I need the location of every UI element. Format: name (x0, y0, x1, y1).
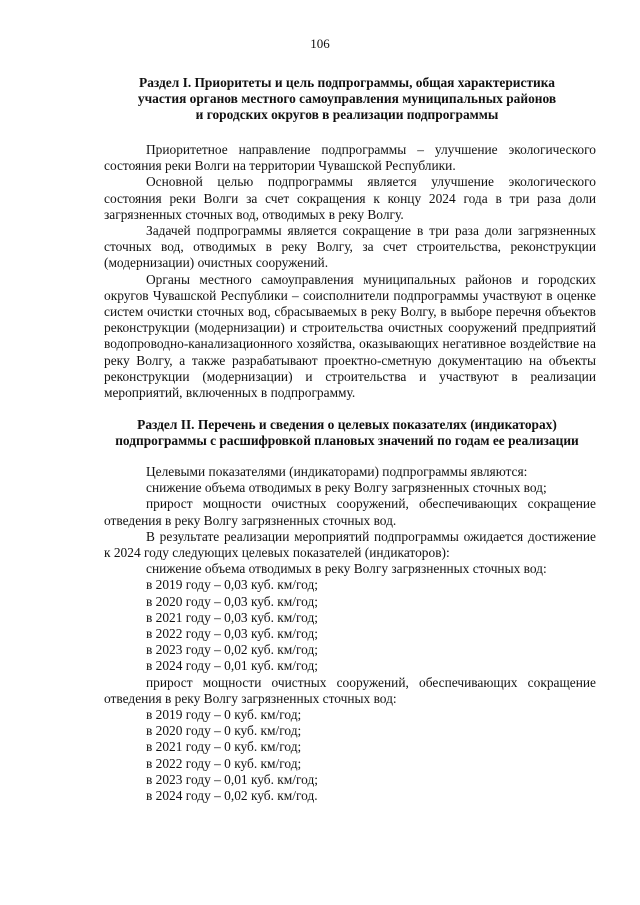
section2-title-line: подпрограммы с расшифровкой плановых значений по годам ее реализации (115, 433, 579, 448)
list1-item: в 2024 году – 0,01 куб. км/год; (146, 658, 318, 674)
list2-item: в 2022 году – 0 куб. км/год; (146, 755, 302, 771)
list2-item: в 2023 году – 0,01 куб. км/год; (146, 771, 318, 787)
list1-item: в 2022 году – 0,03 куб. км/год; (146, 626, 318, 642)
list2-item: в 2020 году – 0 куб. км/год; (146, 723, 302, 739)
list1-item: в 2020 году – 0,03 куб. км/год; (146, 593, 318, 609)
page-number: 106 (310, 36, 330, 51)
section1-title-line: участия органов местного самоуправления муниципальных районов (137, 91, 557, 106)
section2-title (96, 417, 598, 449)
section1-body (104, 142, 596, 401)
section1-title (96, 75, 598, 123)
section2-title-line: Раздел II. Перечень и сведения о целевых показателях (индикаторах) (137, 417, 557, 432)
section1-paragraph-local-authorities: Органы местного самоуправления муниципальных районов и городских округов Чувашской Республики – соисполнители подпрограммы участвуют в оценке систем очистки сточных вод, сбрасываемых в реку Волгу, в выборе перечня объектов реконструкции (модернизации) и строительства очистных сооружений предприятий водопроводно-канализационного хозяйства, оказывающих негативное воздействие на реку Волгу, а также разрабатывают проектно-сметную документацию на объекты реконструкции (модернизации) и строительства и участвуют в реализации мероприятий, включенных в подпрограмму. (104, 271, 596, 401)
section2-intro: Целевыми показателями (индикаторами) подпрограммы являются: (146, 464, 528, 479)
section1-paragraph-task: Задачей подпрограммы является сокращение в три раза доли загрязненных сточных вод, отводимых в реку Волгу, за счет строительства, реконструкции (модернизации) очистных сооружений. (104, 223, 596, 271)
list2-item: в 2021 году – 0 куб. км/год; (146, 739, 302, 755)
list1-item: в 2019 году – 0,03 куб. км/год; (146, 577, 318, 593)
section2-indicator-2: прирост мощности очистных сооружений, обеспечивающих сокращение отведения в реку Волгу загрязненных сточных вод. (104, 496, 596, 528)
section2-body (104, 464, 596, 804)
section1-title-line: Раздел I. Приоритеты и цель подпрограммы, общая характеристика (139, 75, 555, 90)
section1-paragraph-priority: Приоритетное направление подпрограммы – улучшение экологического состояния реки Волги на территории Чувашской Республики. (104, 142, 596, 174)
list1-item: в 2023 году – 0,02 куб. км/год; (146, 642, 318, 658)
section1-title-line: и городских округов в реализации подпрограммы (195, 107, 499, 122)
section2-indicator-1: снижение объема отводимых в реку Волгу загрязненных сточных вод; (146, 480, 547, 496)
section1-paragraph-goal: Основной целью подпрограммы является улучшение экологического состояния реки Волги за счет сокращения к концу 2024 года в три раза доли загрязненных сточных вод, отводимых в реку Волгу. (104, 174, 596, 222)
list2-title: прирост мощности очистных сооружений, обеспечивающих сокращение отведения в реку Волгу загрязненных сточных вод: (104, 674, 596, 706)
list1-title: снижение объема отводимых в реку Волгу загрязненных сточных вод: (146, 561, 547, 577)
list2-item: в 2024 году – 0,02 куб. км/год. (146, 788, 318, 804)
list2-item: в 2019 году – 0 куб. км/год; (146, 707, 302, 723)
section2-expected: В результате реализации мероприятий подпрограммы ожидается достижение к 2024 году следующих целевых показателей (индикаторов): (104, 528, 596, 561)
list1-item: в 2021 году – 0,03 куб. км/год; (146, 609, 318, 625)
